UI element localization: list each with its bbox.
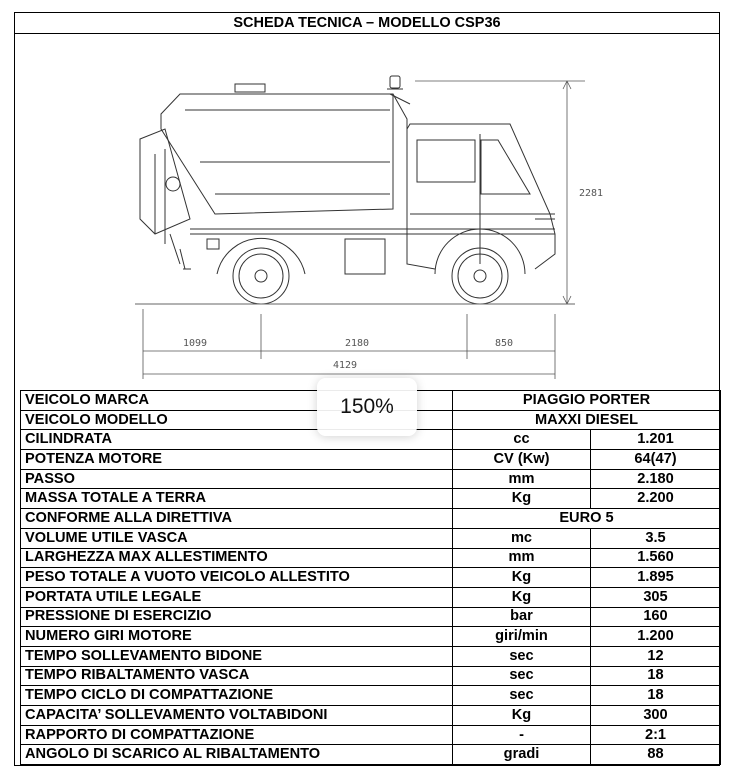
spec-value: 3.5 bbox=[591, 528, 721, 548]
spec-label: MASSA TOTALE A TERRA bbox=[21, 489, 453, 509]
spec-value: 1.201 bbox=[591, 430, 721, 450]
spec-unit: Kg bbox=[453, 706, 591, 726]
total-length-dimension: 4129 bbox=[333, 360, 358, 371]
spec-value: 305 bbox=[591, 587, 721, 607]
wheelbase-dimension: 2180 bbox=[345, 338, 370, 349]
bin-lifter bbox=[140, 129, 191, 269]
spec-row bbox=[21, 646, 721, 666]
spec-value: 88 bbox=[591, 745, 721, 765]
spec-label: VEICOLO MARCA bbox=[21, 391, 453, 411]
spec-value: 18 bbox=[591, 686, 721, 706]
spec-value: 2.180 bbox=[591, 469, 721, 489]
spec-label: TEMPO SOLLEVAMENTO BIDONE bbox=[21, 646, 453, 666]
sheet-title: SCHEDA TECNICA – MODELLO CSP36 bbox=[15, 13, 719, 34]
specs-table bbox=[20, 390, 721, 765]
rear-overhang-dimension: 1099 bbox=[183, 338, 208, 349]
spec-value: 12 bbox=[591, 646, 721, 666]
spec-row bbox=[21, 686, 721, 706]
zoom-indicator: 150% bbox=[317, 378, 417, 436]
spec-label: ANGOLO DI SCARICO AL RIBALTAMENTO bbox=[21, 745, 453, 765]
spec-value: 1.200 bbox=[591, 627, 721, 647]
spec-row bbox=[21, 450, 721, 470]
spec-row bbox=[21, 489, 721, 509]
spec-unit: mm bbox=[453, 548, 591, 568]
spec-label: PASSO bbox=[21, 469, 453, 489]
spec-value: EURO 5 bbox=[453, 509, 721, 529]
spec-label: TEMPO RIBALTAMENTO VASCA bbox=[21, 666, 453, 686]
spec-value: 300 bbox=[591, 706, 721, 726]
front-overhang-dimension: 850 bbox=[495, 338, 514, 349]
spec-unit: sec bbox=[453, 666, 591, 686]
spec-row bbox=[21, 666, 721, 686]
spec-unit: mm bbox=[453, 469, 591, 489]
spec-row bbox=[21, 745, 721, 765]
spec-unit: Kg bbox=[453, 489, 591, 509]
compactor-body bbox=[161, 84, 410, 214]
spec-value: 1.895 bbox=[591, 568, 721, 588]
spec-label: PORTATA UTILE LEGALE bbox=[21, 587, 453, 607]
spec-row bbox=[21, 607, 721, 627]
spec-unit: bar bbox=[453, 607, 591, 627]
truck-drawing bbox=[15, 34, 719, 389]
height-dimension: 2281 bbox=[579, 188, 604, 199]
spec-label: CILINDRATA bbox=[21, 430, 453, 450]
spec-unit: gradi bbox=[453, 745, 591, 765]
spec-unit: Kg bbox=[453, 568, 591, 588]
spec-row bbox=[21, 568, 721, 588]
spec-row bbox=[21, 587, 721, 607]
spec-value: 2.200 bbox=[591, 489, 721, 509]
spec-label: NUMERO GIRI MOTORE bbox=[21, 627, 453, 647]
spec-value: 160 bbox=[591, 607, 721, 627]
spec-label: PRESSIONE DI ESERCIZIO bbox=[21, 607, 453, 627]
spec-row bbox=[21, 627, 721, 647]
spec-value: 18 bbox=[591, 666, 721, 686]
spec-row bbox=[21, 528, 721, 548]
spec-unit: - bbox=[453, 725, 591, 745]
spec-unit: CV (Kw) bbox=[453, 450, 591, 470]
spec-row bbox=[21, 725, 721, 745]
spec-unit: giri/min bbox=[453, 627, 591, 647]
spec-unit: Kg bbox=[453, 587, 591, 607]
spec-value: MAXXI DIESEL bbox=[453, 410, 721, 430]
spec-value: 1.560 bbox=[591, 548, 721, 568]
spec-unit: cc bbox=[453, 430, 591, 450]
spec-value: 64(47) bbox=[591, 450, 721, 470]
spec-row bbox=[21, 548, 721, 568]
spec-label: POTENZA MOTORE bbox=[21, 450, 453, 470]
spec-label: LARGHEZZA MAX ALLESTIMENTO bbox=[21, 548, 453, 568]
spec-label: TEMPO CICLO DI COMPATTAZIONE bbox=[21, 686, 453, 706]
cab bbox=[407, 124, 555, 269]
spec-value: 2:1 bbox=[591, 725, 721, 745]
beacon-light bbox=[387, 76, 403, 89]
spec-row bbox=[21, 706, 721, 726]
spec-unit: sec bbox=[453, 686, 591, 706]
spec-unit: sec bbox=[453, 646, 591, 666]
spec-label: RAPPORTO DI COMPATTAZIONE bbox=[21, 725, 453, 745]
rear-wheel bbox=[217, 238, 305, 304]
spec-value: PIAGGIO PORTER bbox=[453, 391, 721, 411]
spec-row bbox=[21, 469, 721, 489]
spec-row bbox=[21, 509, 721, 529]
spec-label: VEICOLO MODELLO bbox=[21, 410, 453, 430]
spec-label: VOLUME UTILE VASCA bbox=[21, 528, 453, 548]
spec-unit: mc bbox=[453, 528, 591, 548]
spec-label: PESO TOTALE A VUOTO VEICOLO ALLESTITO bbox=[21, 568, 453, 588]
spec-label: CONFORME ALLA DIRETTIVA bbox=[21, 509, 453, 529]
spec-label: CAPACITA’ SOLLEVAMENTO VOLTABIDONI bbox=[21, 706, 453, 726]
